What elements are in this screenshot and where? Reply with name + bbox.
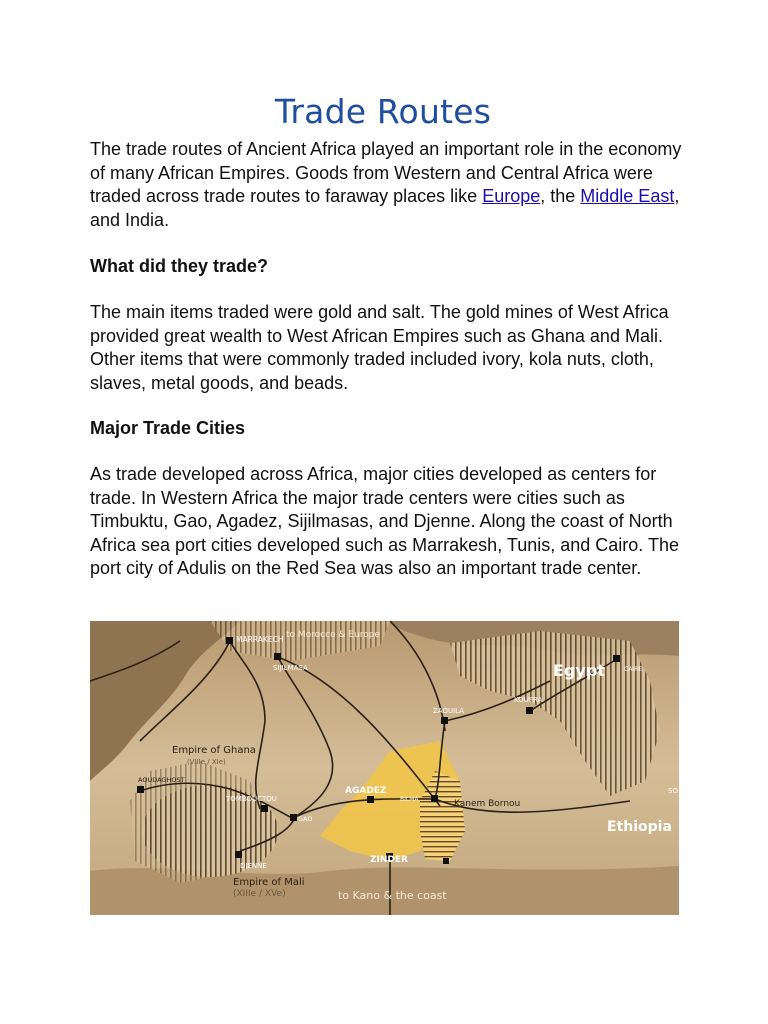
label-zaouila: ZAOUILA	[433, 707, 465, 715]
label-zinder: ZINDER	[370, 855, 408, 865]
label-sijilmasa: SIJILMASA	[273, 664, 308, 672]
intro-text-1: The trade routes of Ancient Africa played an important role in the economy of many African Empires. Goods from Western and Central Africa were traded across trade routes to faraway places like	[90, 139, 682, 206]
label-to-kano: to Kano & the coast	[338, 889, 447, 902]
label-mali-dates: (XIIIe / XVe)	[233, 889, 286, 899]
intro-text-2: , the	[540, 186, 581, 206]
intro-paragraph	[90, 138, 690, 232]
label-gao: GAO	[298, 815, 313, 823]
trade-paragraph: The main items traded were gold and salt. The gold mines of West Africa provided great wealth to West African Empires such as Ghana and Mali. Other items that were commonly traded included ivory, kola nuts, cloth, slaves, metal goods, and beads.	[90, 302, 669, 393]
label-so: SO	[668, 787, 678, 795]
label-ghana-dates: (VIIIe / XIe)	[187, 758, 226, 766]
label-kanem: Kanem Bornou	[454, 799, 521, 809]
middle-east-link[interactable]: Middle East	[580, 186, 675, 206]
label-egypt: Egypt	[553, 661, 605, 680]
label-agadez: AGADEZ	[345, 786, 387, 796]
label-bilma: BILMA	[400, 796, 419, 803]
europe-link[interactable]: Europe	[482, 186, 541, 206]
label-empire-mali: Empire of Mali	[233, 877, 305, 888]
label-marrakech: MARRAKECH	[236, 635, 284, 644]
label-koufra: KOUFRA	[514, 696, 543, 704]
trade-heading: What did they trade?	[90, 256, 269, 276]
page-title: Trade Routes	[274, 92, 492, 131]
label-empire-ghana: Empire of Ghana	[172, 745, 256, 756]
label-to-morocco: to Morocco & Europe	[286, 630, 380, 640]
label-djenne: DJENNE	[240, 862, 267, 870]
trade-routes-map	[90, 621, 679, 915]
cities-paragraph: As trade developed across Africa, major cities developed as centers for trade. In Western Africa the major trade centers were cities such as Timbuktu, Gao, Agadez, Sijilmasas, and Djenne. Along the coast of North Africa sea port cities developed such as Marrakesh, Tunis, and Cairo. The port city of Adulis on the Red Sea was also an important trade center.	[90, 464, 679, 578]
label-tombouctou: TOMBOUCTOU	[226, 795, 277, 803]
label-aoudaghost: AOUDAGHOST	[138, 776, 185, 784]
intro-text-3: , and India.	[90, 186, 680, 230]
label-caire: CAIRE	[624, 666, 643, 673]
cities-heading: Major Trade Cities	[90, 418, 246, 438]
label-ethiopia: Ethiopia	[607, 819, 672, 835]
